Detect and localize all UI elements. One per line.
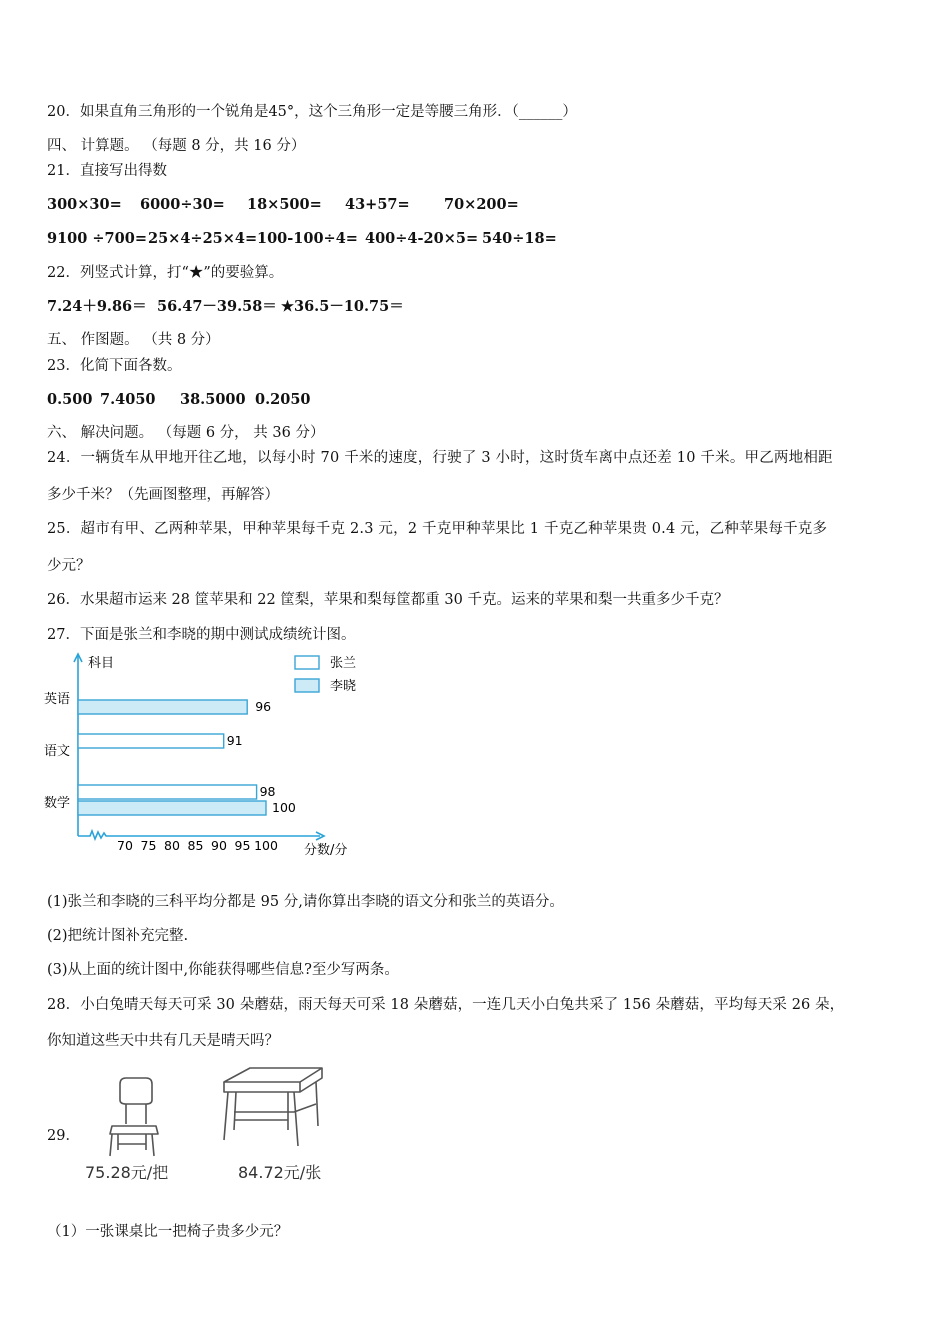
x-tick-label: 85 [187,838,204,853]
simplify-row [47,390,311,410]
simplify-item: 7.4050 [100,391,156,408]
bar-value-label: 96 [255,699,272,714]
bar-zhanglan [78,785,257,799]
question-21-title: 21．直接写出得数 [47,163,167,179]
calc-item: 9100 ÷700= [47,230,147,247]
bar-lixiao [78,700,247,714]
question-28-line-2: 你知道这些天中共有几天是晴天吗？ [47,1033,279,1049]
calc-item: 100-100÷4= [257,230,358,247]
question-27-sub-1: (1)张兰和李晓的三科平均分都是 95 分,请你算出李晓的语文分和张兰的英语分。 [47,894,564,910]
chair-illustration [100,1076,170,1166]
question-24-line-1: 24．一辆货车从甲地开往乙地，以每小时 70 千米的速度，行驶了 3 小时，这时货车离中点还差 10 千米。甲乙两地相距 [47,450,833,466]
simplify-item: 38.5000 [180,391,246,408]
bar-zhanglan [78,734,224,748]
bar-value-label: 98 [259,784,276,799]
desk-illustration [218,1064,330,1160]
question-27-title: 27．下面是张兰和李晓的期中测试成绩统计图。 [47,627,356,643]
category-label: 英语 [44,692,71,707]
chair-price: 75.28元/把 [85,1163,169,1182]
calc-item: 400÷4-20×5= [365,230,479,247]
question-27-sub-3: (3)从上面的统计图中,你能获得哪些信息?至少写两条。 [47,962,399,978]
calc-row-1 [47,195,519,215]
question-29-number: 29． [47,1128,80,1144]
vertical-calc-item: 7.24＋9.86＝ [47,298,147,315]
section-4-title: 四、 计算题。 （每题 8 分，共 16 分） [47,138,306,154]
question-22-title: 22．列竖式计算，打“★”的要验算。 [47,265,284,281]
calc-item: 6000÷30= [140,196,225,213]
calc-item: 25×4÷25×4= [148,230,258,247]
calc-item: 70×200= [444,196,519,213]
x-tick-label: 95 [234,838,251,853]
bar-value-label: 100 [272,800,296,815]
x-tick-label: 100 [254,838,278,853]
question-25-line-1: 25．超市有甲、乙两种苹果，甲种苹果每千克 2.3 元，2 千克甲种苹果比 1 千克乙种苹果贵 0.4 元，乙种苹果每千克多 [47,521,828,537]
question-28-line-1: 28．小白兔晴天每天可采 30 朵蘑菇，雨天每天可采 18 朵蘑菇，一连几天小白兔共采了 156 朵蘑菇，平均每天采 26 朵， [47,997,845,1013]
question-29-sub-1: （1）一张课桌比一把椅子贵多少元？ [47,1224,289,1240]
x-tick-label: 70 [117,838,133,853]
calc-item: 540÷18= [482,230,557,247]
x-tick-label: 75 [140,838,157,853]
category-label: 语文 [44,744,71,759]
simplify-item: 0.2050 [255,391,311,408]
x-tick-label: 80 [164,838,180,853]
legend-swatch-zhanglan [295,656,319,669]
y-axis-label: 科目 [88,656,115,671]
simplify-item: 0.500 [47,391,93,408]
vertical-calc-row [47,297,404,317]
x-axis-label: 分数/分 [304,843,348,858]
section-6-title: 六、 解决问题。 （每题 6 分， 共 36 分） [47,425,325,441]
vertical-calc-item: ★36.5－10.75＝ [281,298,404,315]
question-20: 20．如果直角三角形的一个锐角是45°，这个三角形一定是等腰三角形．（______） [47,104,577,120]
bar-lixiao [78,801,266,815]
legend-swatch-lixiao [295,679,319,692]
question-24-line-2: 多少千米？（先画图整理，再解答） [47,487,279,503]
question-23-title: 23．化简下面各数。 [47,358,182,374]
calc-item: 18×500= [247,196,322,213]
bar-value-label: 91 [226,733,243,748]
desk-price: 84.72元/张 [238,1163,322,1182]
category-label: 数学 [44,796,71,811]
section-5-title: 五、 作图题。 （共 8 分） [47,332,220,348]
calc-item: 300×30= [47,196,122,213]
legend-label-zhanglan: 张兰 [330,656,357,671]
score-bar-chart [40,648,380,863]
question-26: 26．水果超市运来 28 筐苹果和 22 筐梨，苹果和梨每筐都重 30 千克。运来的苹果和梨一共重多少千克？ [47,592,729,608]
question-25-line-2: 少元？ [47,558,91,574]
vertical-calc-item: 56.47－39.58＝ [157,298,277,315]
legend-label-lixiao: 李晓 [330,679,357,694]
question-27-sub-2: (2)把统计图补充完整. [47,928,189,944]
x-tick-label: 90 [211,838,227,853]
calc-row-2 [47,229,557,249]
calc-item: 43+57= [345,196,410,213]
